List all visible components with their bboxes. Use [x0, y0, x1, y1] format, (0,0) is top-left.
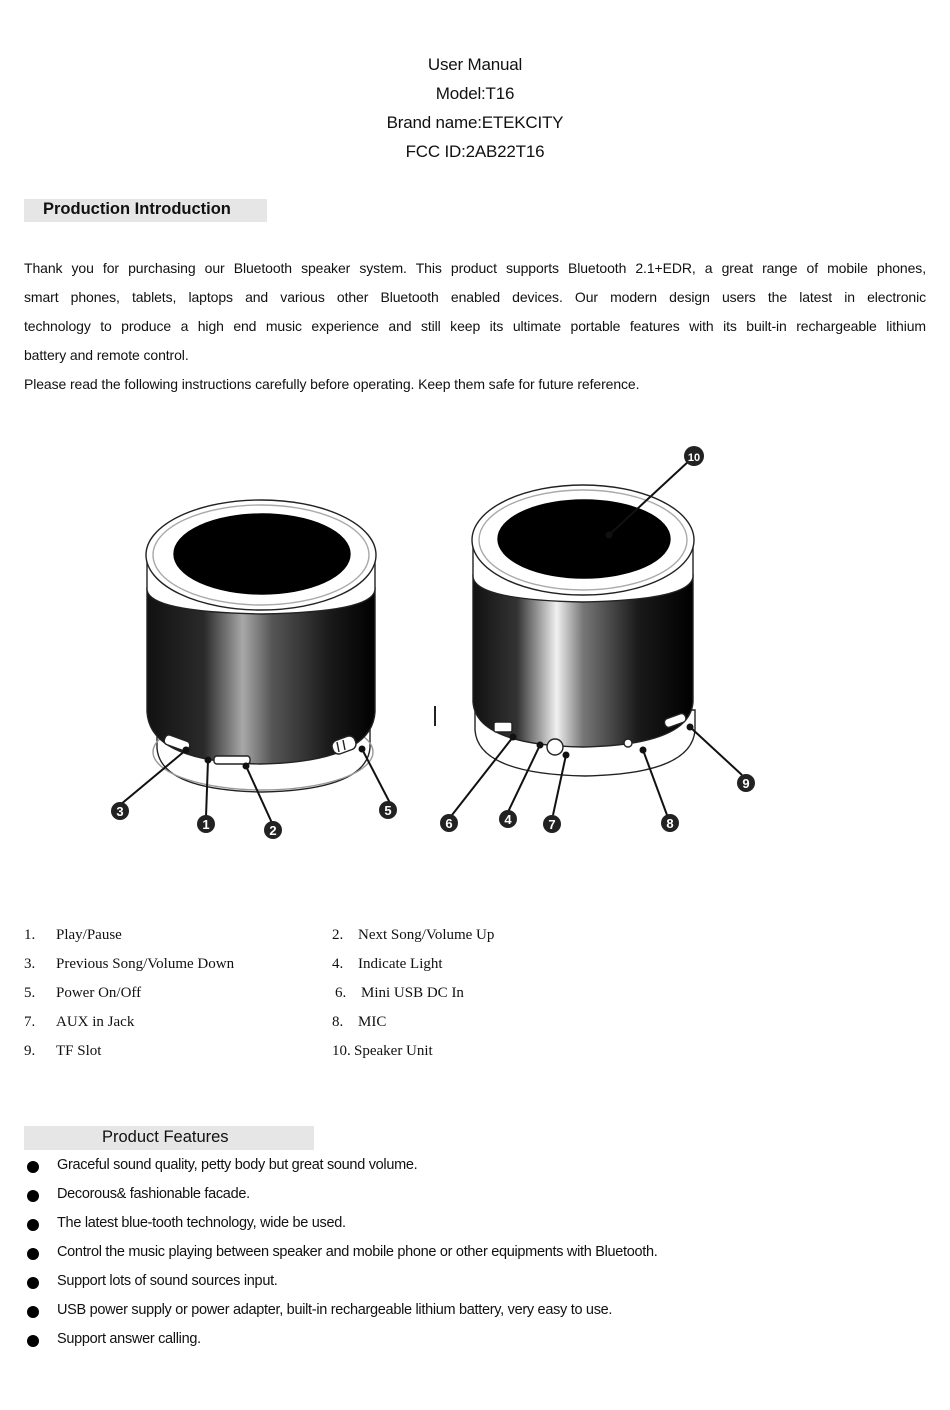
svg-text:3: 3	[116, 804, 124, 819]
feature-item: USB power supply or power adapter, built-in rechargeable lithium battery, very easy to use.	[24, 1298, 824, 1327]
intro-paragraph	[24, 254, 926, 399]
callout-8	[661, 814, 679, 832]
speaker-back-view	[435, 485, 695, 776]
svg-text:1: 1	[202, 817, 210, 832]
intro-line: battery and remote control.	[24, 347, 189, 363]
callout-1	[197, 815, 215, 833]
callout-10	[684, 446, 704, 466]
model-number: Model:T16	[435, 84, 515, 103]
svg-text:4: 4	[504, 812, 512, 827]
svg-text:6: 6	[445, 816, 453, 831]
callout-4	[499, 810, 517, 828]
bullet-icon	[27, 1219, 39, 1231]
callout-6	[440, 814, 458, 832]
speaker-front-view	[146, 500, 376, 792]
feature-item: Support answer calling.	[24, 1327, 824, 1356]
intro-line: Thank you for purchasing our Bluetooth speaker system. This product supports Bluetooth 2.1+EDR, a great range of mobile phones,	[24, 260, 926, 276]
brand-name: Brand name:ETEKCITY	[386, 113, 564, 132]
bullet-icon	[27, 1248, 39, 1260]
intro-line: smart phones, tablets, laptops and various other Bluetooth enabled devices. Our modern design users the latest in electronic	[24, 289, 926, 305]
feature-item: Support lots of sound sources input.	[24, 1269, 824, 1298]
section-heading-label: Production Introduction	[43, 200, 231, 218]
fcc-id: FCC ID:2AB22T16	[405, 142, 545, 161]
bullet-icon	[27, 1277, 39, 1289]
callout-5	[379, 801, 397, 819]
intro-line: Please read the following instructions carefully before operating. Keep them safe for future reference.	[24, 376, 640, 392]
intro-line: technology to produce a high end music experience and still keep its ultimate portable features with its built-in rechargeable lithium	[24, 318, 926, 334]
bullet-icon	[27, 1306, 39, 1318]
svg-text:5: 5	[384, 803, 392, 818]
section-heading-introduction	[24, 199, 267, 222]
feature-item: Decorous& fashionable facade.	[24, 1182, 824, 1211]
svg-text:7: 7	[548, 817, 556, 832]
svg-text:9: 9	[742, 776, 750, 791]
svg-text:2: 2	[269, 823, 277, 838]
bullet-icon	[27, 1190, 39, 1202]
callout-7	[543, 815, 561, 833]
speaker-diagram	[0, 430, 950, 860]
svg-text:8: 8	[666, 816, 674, 831]
section-heading-label: Product Features	[102, 1128, 229, 1146]
manual-title: User Manual	[427, 55, 523, 74]
callout-2	[264, 821, 282, 839]
callout-9	[737, 774, 755, 792]
callout-3	[111, 802, 129, 820]
bullet-icon	[27, 1161, 39, 1173]
feature-item: The latest blue-tooth technology, wide be used.	[24, 1211, 824, 1240]
svg-text:10: 10	[687, 452, 701, 464]
feature-item: Graceful sound quality, petty body but great sound volume.	[24, 1153, 824, 1182]
section-heading-features	[24, 1126, 314, 1150]
feature-item: Control the music playing between speaker and mobile phone or other equipments with Bluetooth.	[24, 1240, 824, 1269]
bullet-icon	[27, 1335, 39, 1347]
